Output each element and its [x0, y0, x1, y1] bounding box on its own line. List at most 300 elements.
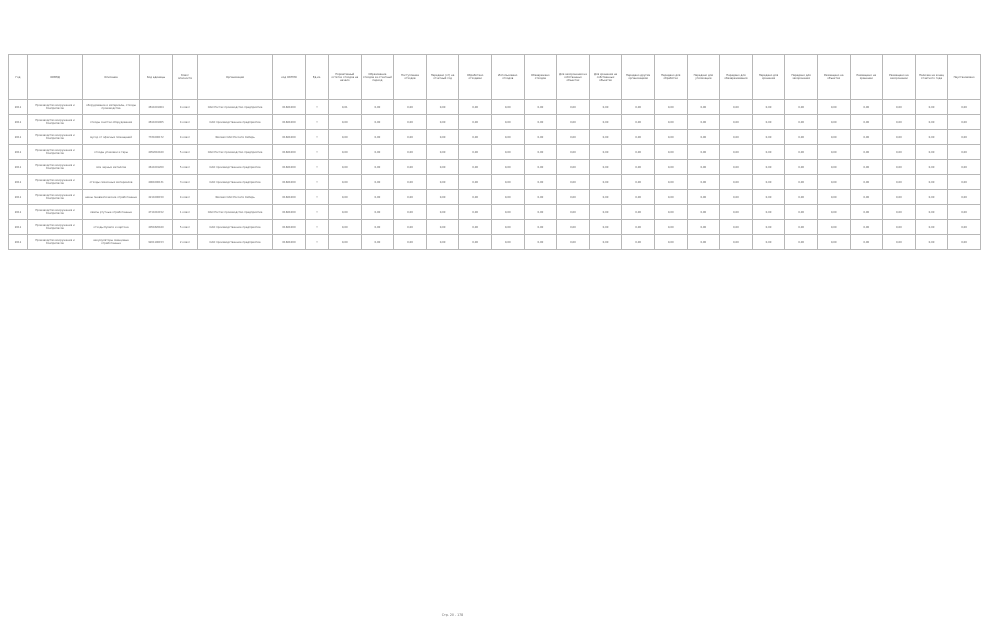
cell-value: 0,00: [654, 100, 687, 115]
cell-okved: Производство вооружения и боеприпасов: [28, 160, 83, 175]
cell-desc: лом черных металлов: [83, 160, 140, 175]
cell-value: 0,00: [752, 130, 785, 145]
cell-value: 0,00: [915, 115, 948, 130]
cell-value: 0,00: [361, 160, 394, 175]
cell-value: 0,00: [948, 220, 981, 235]
cell-value: 0,00: [622, 175, 655, 190]
table-row: [9, 190, 981, 205]
cell-code: 4711010152: [140, 205, 173, 220]
cell-value: 0,00: [459, 145, 492, 160]
cell-value: 0,00: [850, 115, 883, 130]
cell-value: 0,00: [361, 175, 394, 190]
cell-oktmo: 01601000: [273, 190, 306, 205]
cell-value: 0,00: [426, 160, 459, 175]
cell-value: 0,00: [687, 100, 720, 115]
cell-value: 0,00: [394, 205, 427, 220]
column-header: Передано для утилизации: [687, 55, 720, 100]
cell-value: 0,00: [426, 115, 459, 130]
cell-desc: отходы бумаги и картона: [83, 220, 140, 235]
cell-oktmo: 01601000: [273, 205, 306, 220]
cell-value: 0,00: [589, 205, 622, 220]
column-header: Обработано отходами: [459, 55, 492, 100]
cell-value: 0,00: [817, 235, 850, 250]
cell-value: 0,00: [720, 145, 753, 160]
cell-code: 4061000131: [140, 175, 173, 190]
cell-value: 0,00: [785, 145, 818, 160]
column-header: Передано для хранения: [752, 55, 785, 100]
cell-value: 0,00: [524, 130, 557, 145]
column-header: Передано для обезвреживания: [720, 55, 753, 100]
cell-org: ОАО производственное предприятие: [198, 160, 273, 175]
table-row: [9, 100, 981, 115]
cell-value: 0,00: [850, 160, 883, 175]
column-header: Описание: [83, 55, 140, 100]
cell-value: 0,00: [915, 175, 948, 190]
cell-year: 2011: [9, 130, 28, 145]
cell-value: 0,00: [589, 100, 622, 115]
cell-value: 0,00: [491, 130, 524, 145]
column-header: Передано для обработки: [654, 55, 687, 100]
cell-value: 0,00: [687, 220, 720, 235]
cell-org: ОАО Ростех производство предприятие: [198, 100, 273, 115]
cell-value: 0,00: [491, 145, 524, 160]
cell-value: 0,00: [361, 220, 394, 235]
cell-desc: лампы ртутные отработанные: [83, 205, 140, 220]
cell-value: 0,00: [491, 220, 524, 235]
cell-value: 0,00: [491, 160, 524, 175]
cell-value: 0,00: [687, 235, 720, 250]
cell-value: 0,00: [361, 100, 394, 115]
cell-value: 0,00: [752, 235, 785, 250]
cell-okved: Производство вооружения и боеприпасов: [28, 205, 83, 220]
cell-class: 4 класс: [173, 100, 198, 115]
cell-value: 0,00: [915, 100, 948, 115]
column-header: ОКВЭД: [28, 55, 83, 100]
cell-value: 0,00: [491, 115, 524, 130]
cell-value: 0,00: [426, 190, 459, 205]
cell-value: 0,00: [850, 190, 883, 205]
cell-value: 0,00: [524, 160, 557, 175]
column-header: Передано другим организациям: [622, 55, 655, 100]
cell-unit: т: [306, 175, 329, 190]
cell-value: 0,00: [752, 205, 785, 220]
cell-unit: т: [306, 205, 329, 220]
cell-value: 0,00: [394, 115, 427, 130]
cell-okved: Производство вооружения и боеприпасов: [28, 235, 83, 250]
cell-value: 0,00: [557, 145, 590, 160]
cell-value: 0,00: [329, 115, 362, 130]
column-header: Ед.из.: [306, 55, 329, 100]
cell-code: 7331000172: [140, 130, 173, 145]
column-header: Для хранения на собственных объектах: [589, 55, 622, 100]
cell-value: 0,00: [948, 235, 981, 250]
cell-value: 0,00: [491, 175, 524, 190]
cell-value: 0,00: [883, 175, 916, 190]
cell-value: 0,00: [850, 235, 883, 250]
cell-value: 0,00: [817, 115, 850, 130]
cell-value: 0,00: [785, 235, 818, 250]
cell-desc: отходы очистки оборудования: [83, 115, 140, 130]
column-header: Год: [9, 55, 28, 100]
table-row: [9, 235, 981, 250]
cell-value: 0,00: [491, 235, 524, 250]
cell-value: 0,00: [883, 190, 916, 205]
table-row: [9, 220, 981, 235]
cell-value: 0,00: [654, 130, 687, 145]
cell-value: 0,00: [622, 205, 655, 220]
cell-value: 0,00: [720, 175, 753, 190]
cell-value: 0,00: [817, 130, 850, 145]
cell-value: 0,00: [589, 160, 622, 175]
cell-value: 0,00: [361, 205, 394, 220]
column-header: Размещено на объектах: [817, 55, 850, 100]
cell-value: 0,00: [720, 115, 753, 130]
page-footer: Стр. 20 - 178: [441, 613, 464, 617]
cell-value: 0,01: [329, 100, 362, 115]
cell-value: 0,00: [785, 130, 818, 145]
cell-value: 0,00: [654, 160, 687, 175]
cell-value: 0,00: [622, 190, 655, 205]
cell-value: 0,00: [850, 205, 883, 220]
cell-value: 0,00: [329, 220, 362, 235]
cell-org: Филиал ОАО Россети Сибирь: [198, 130, 273, 145]
cell-class: 5 класс: [173, 160, 198, 175]
cell-value: 0,00: [654, 205, 687, 220]
cell-value: 0,00: [915, 130, 948, 145]
cell-value: 0,00: [459, 205, 492, 220]
cell-value: 0,00: [654, 175, 687, 190]
cell-value: 0,00: [850, 100, 883, 115]
cell-unit: т: [306, 130, 329, 145]
cell-value: 0,00: [589, 220, 622, 235]
cell-value: 0,00: [524, 190, 557, 205]
cell-value: 0,00: [720, 235, 753, 250]
cell-value: 0,00: [557, 160, 590, 175]
column-header: Класс опасности: [173, 55, 198, 100]
cell-value: 0,00: [817, 100, 850, 115]
cell-value: 0,00: [557, 100, 590, 115]
cell-value: 0,00: [329, 190, 362, 205]
cell-value: 0,00: [883, 145, 916, 160]
cell-value: 0,00: [459, 160, 492, 175]
cell-value: 0,00: [752, 145, 785, 160]
column-header: Нормативный остаток отходов на начало: [329, 55, 362, 100]
cell-value: 0,00: [394, 220, 427, 235]
cell-value: 0,00: [915, 145, 948, 160]
cell-value: 0,00: [491, 100, 524, 115]
cell-unit: т: [306, 145, 329, 160]
cell-value: 0,00: [394, 130, 427, 145]
cell-value: 0,00: [850, 145, 883, 160]
cell-value: 0,00: [589, 235, 622, 250]
column-header: Размещено на хранении: [850, 55, 883, 100]
cell-value: 0,00: [622, 130, 655, 145]
cell-code: 4611001200: [140, 160, 173, 175]
cell-value: 0,00: [459, 220, 492, 235]
cell-value: 0,00: [752, 160, 785, 175]
cell-value: 0,00: [394, 145, 427, 160]
cell-unit: т: [306, 220, 329, 235]
cell-value: 0,00: [720, 205, 753, 220]
cell-value: 0,00: [785, 190, 818, 205]
cell-oktmo: 01601000: [273, 145, 306, 160]
table-body: [9, 100, 981, 250]
cell-value: 0,00: [654, 115, 687, 130]
cell-value: 0,00: [817, 220, 850, 235]
cell-class: 2 класс: [173, 235, 198, 250]
cell-okved: Производство вооружения и боеприпасов: [28, 175, 83, 190]
cell-value: 0,00: [329, 235, 362, 250]
column-header: Для захоронения на собственных объектах: [557, 55, 590, 100]
cell-value: 0,00: [524, 175, 557, 190]
cell-value: 0,00: [491, 205, 524, 220]
cell-value: 0,00: [589, 145, 622, 160]
cell-org: ОАО Ростех производство предприятие: [198, 205, 273, 220]
cell-value: 0,00: [426, 175, 459, 190]
table-row: [9, 160, 981, 175]
column-header: Наличие на конец отчетного года: [915, 55, 948, 100]
cell-value: 0,00: [394, 235, 427, 250]
cell-code: 4811001004: [140, 100, 173, 115]
cell-value: 0,00: [394, 160, 427, 175]
cell-value: 0,00: [720, 190, 753, 205]
cell-value: 0,00: [948, 205, 981, 220]
cell-value: 0,00: [524, 145, 557, 160]
cell-value: 0,00: [426, 145, 459, 160]
cell-okved: Производство вооружения и боеприпасов: [28, 115, 83, 130]
cell-value: 0,00: [557, 115, 590, 130]
cell-unit: т: [306, 190, 329, 205]
cell-year: 2011: [9, 145, 28, 160]
cell-value: 0,00: [557, 175, 590, 190]
cell-oktmo: 01601000: [273, 235, 306, 250]
cell-value: 0,00: [459, 235, 492, 250]
cell-unit: т: [306, 115, 329, 130]
cell-unit: т: [306, 160, 329, 175]
column-header: Передано (от) на отчетный год: [426, 55, 459, 100]
cell-org: ОАО производственное предприятие: [198, 235, 273, 250]
cell-year: 2011: [9, 190, 28, 205]
cell-value: 0,00: [329, 205, 362, 220]
cell-value: 0,00: [622, 115, 655, 130]
cell-value: 0,00: [524, 235, 557, 250]
cell-value: 0,00: [426, 130, 459, 145]
cell-code: 4051820160: [140, 220, 173, 235]
cell-value: 0,00: [459, 115, 492, 130]
cell-value: 0,00: [915, 235, 948, 250]
cell-desc: отходы смазочных материалов: [83, 175, 140, 190]
cell-value: 0,00: [883, 160, 916, 175]
cell-value: 0,00: [459, 130, 492, 145]
cell-oktmo: 01601000: [273, 160, 306, 175]
cell-value: 0,00: [720, 160, 753, 175]
cell-value: 0,00: [622, 235, 655, 250]
cell-code: 4211000150: [140, 190, 173, 205]
cell-oktmo: 01601000: [273, 175, 306, 190]
cell-value: 0,00: [491, 190, 524, 205]
cell-value: 0,00: [654, 190, 687, 205]
cell-value: 0,00: [557, 205, 590, 220]
cell-year: 2011: [9, 115, 28, 130]
column-header: Использовано отходов: [491, 55, 524, 100]
cell-value: 0,00: [687, 205, 720, 220]
cell-year: 2011: [9, 160, 28, 175]
cell-value: 0,00: [785, 175, 818, 190]
cell-code: 9201100153: [140, 235, 173, 250]
cell-value: 0,00: [394, 190, 427, 205]
cell-org: ОАО производственное предприятие: [198, 115, 273, 130]
cell-value: 0,00: [361, 115, 394, 130]
column-header: код ОКТМО: [273, 55, 306, 100]
cell-org: ОАО Ростех производство предприятие: [198, 145, 273, 160]
cell-value: 0,00: [948, 175, 981, 190]
column-header: Обезврежено отходов: [524, 55, 557, 100]
cell-value: 0,00: [654, 235, 687, 250]
cell-value: 0,00: [948, 160, 981, 175]
cell-value: 0,00: [459, 190, 492, 205]
cell-value: 0,00: [394, 100, 427, 115]
cell-value: 0,00: [654, 220, 687, 235]
cell-value: 0,00: [589, 175, 622, 190]
cell-value: 0,00: [622, 100, 655, 115]
cell-okved: Производство вооружения и боеприпасов: [28, 190, 83, 205]
cell-value: 0,00: [687, 175, 720, 190]
cell-year: 2011: [9, 205, 28, 220]
column-header: Поступление отходов: [394, 55, 427, 100]
cell-value: 0,00: [329, 130, 362, 145]
column-header: Код единицы: [140, 55, 173, 100]
cell-value: 0,00: [589, 190, 622, 205]
cell-okved: Производство вооружения и боеприпасов: [28, 100, 83, 115]
cell-desc: отходы упаковки и тары: [83, 145, 140, 160]
column-header: Организация: [198, 55, 273, 100]
cell-value: 0,00: [394, 175, 427, 190]
table-row: [9, 175, 981, 190]
table-row: [9, 205, 981, 220]
cell-class: 5 класс: [173, 220, 198, 235]
cell-value: 0,00: [752, 190, 785, 205]
cell-value: 0,00: [948, 130, 981, 145]
cell-value: 0,00: [883, 130, 916, 145]
cell-oktmo: 01601000: [273, 130, 306, 145]
cell-value: 0,00: [850, 220, 883, 235]
cell-value: 0,00: [752, 100, 785, 115]
column-header: Размещено на захоронении: [883, 55, 916, 100]
cell-value: 0,00: [883, 235, 916, 250]
cell-org: Филиал ОАО Россети Сибирь: [198, 190, 273, 205]
cell-year: 2011: [9, 175, 28, 190]
cell-value: 0,00: [915, 220, 948, 235]
cell-value: 0,00: [654, 145, 687, 160]
cell-value: 0,00: [524, 205, 557, 220]
cell-value: 0,00: [817, 145, 850, 160]
cell-value: 0,00: [948, 100, 981, 115]
cell-unit: т: [306, 235, 329, 250]
cell-value: 0,00: [687, 130, 720, 145]
cell-value: 0,00: [915, 160, 948, 175]
cell-value: 0,00: [361, 190, 394, 205]
cell-okved: Производство вооружения и боеприпасов: [28, 130, 83, 145]
cell-value: 0,00: [785, 160, 818, 175]
cell-value: 0,00: [622, 160, 655, 175]
cell-code: 4811001005: [140, 115, 173, 130]
cell-value: 0,00: [915, 190, 948, 205]
waste-report-table: [8, 54, 981, 250]
cell-value: 0,00: [720, 130, 753, 145]
cell-year: 2011: [9, 220, 28, 235]
cell-value: 0,00: [329, 160, 362, 175]
cell-value: 0,00: [752, 220, 785, 235]
cell-class: 4 класс: [173, 130, 198, 145]
cell-value: 0,00: [589, 115, 622, 130]
cell-desc: оборудование и материалы, отходы производства: [83, 100, 140, 115]
cell-value: 0,00: [557, 130, 590, 145]
cell-value: 0,00: [817, 190, 850, 205]
cell-value: 0,00: [557, 220, 590, 235]
cell-okved: Производство вооружения и боеприпасов: [28, 145, 83, 160]
cell-value: 0,00: [622, 220, 655, 235]
cell-desc: аккумуляторы свинцовые отработанные: [83, 235, 140, 250]
cell-value: 0,00: [329, 175, 362, 190]
cell-value: 0,00: [948, 145, 981, 160]
cell-class: 4 класс: [173, 115, 198, 130]
cell-value: 0,00: [524, 220, 557, 235]
cell-value: 0,00: [622, 145, 655, 160]
cell-value: 0,00: [524, 100, 557, 115]
cell-org: ОАО производственное предприятие: [198, 175, 273, 190]
cell-value: 0,00: [426, 100, 459, 115]
cell-value: 0,00: [557, 235, 590, 250]
cell-year: 2011: [9, 100, 28, 115]
cell-class: 4 класс: [173, 190, 198, 205]
table-row: [9, 130, 981, 145]
cell-value: 0,00: [785, 100, 818, 115]
cell-value: 0,00: [850, 130, 883, 145]
table-row: [9, 115, 981, 130]
cell-value: 0,00: [817, 175, 850, 190]
cell-value: 0,00: [883, 115, 916, 130]
cell-oktmo: 01601000: [273, 100, 306, 115]
cell-class: 3 класс: [173, 175, 198, 190]
cell-value: 0,00: [948, 115, 981, 130]
cell-value: 0,00: [459, 175, 492, 190]
cell-desc: мусор от офисных помещений: [83, 130, 140, 145]
cell-value: 0,00: [752, 115, 785, 130]
table-row: [9, 145, 981, 160]
cell-code: 4052010160: [140, 145, 173, 160]
cell-value: 0,00: [785, 220, 818, 235]
cell-desc: шины пневматические отработанные: [83, 190, 140, 205]
cell-value: 0,00: [687, 145, 720, 160]
cell-value: 0,00: [883, 205, 916, 220]
cell-value: 0,00: [426, 220, 459, 235]
cell-class: 5 класс: [173, 145, 198, 160]
cell-value: 0,00: [589, 130, 622, 145]
cell-class: 1 класс: [173, 205, 198, 220]
cell-oktmo: 01601000: [273, 115, 306, 130]
cell-unit: т: [306, 100, 329, 115]
column-header: Передано для захоронения: [785, 55, 818, 100]
cell-value: 0,00: [883, 220, 916, 235]
cell-value: 0,00: [687, 160, 720, 175]
column-header: Образование отходов за отчетный период: [361, 55, 394, 100]
cell-value: 0,00: [720, 220, 753, 235]
cell-value: 0,00: [687, 190, 720, 205]
cell-org: ОАО производственное предприятие: [198, 220, 273, 235]
cell-value: 0,00: [426, 205, 459, 220]
cell-value: 0,00: [720, 100, 753, 115]
cell-value: 0,00: [883, 100, 916, 115]
